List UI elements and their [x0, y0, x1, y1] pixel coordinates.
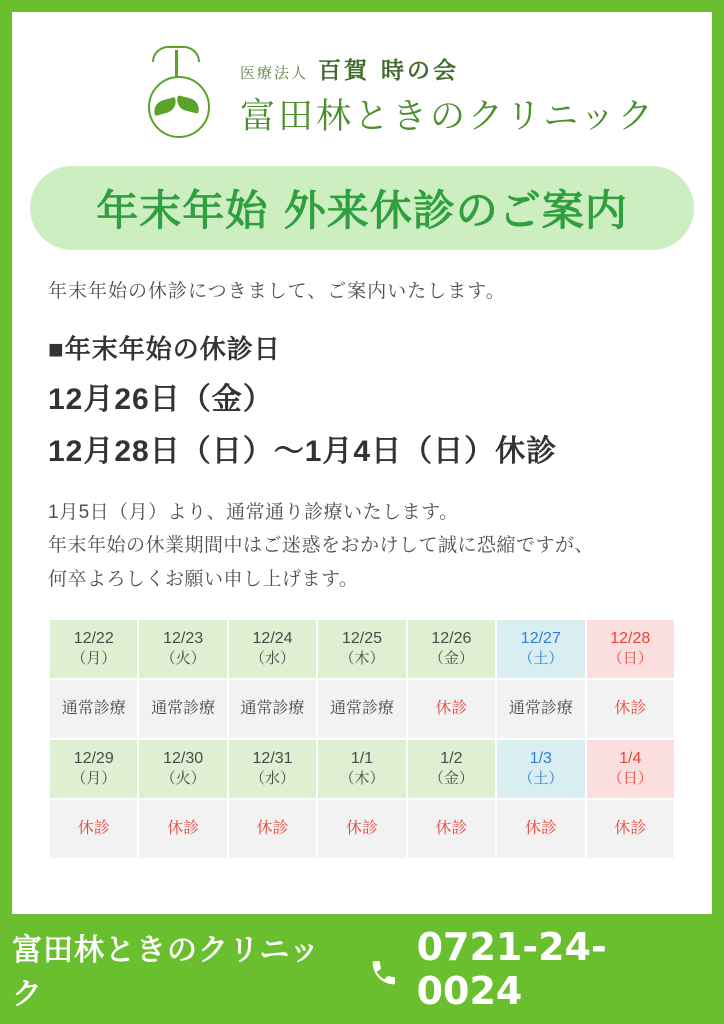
calendar-date-text: 12/27 [520, 629, 561, 647]
calendar-dow-text: （火） [160, 650, 206, 668]
calendar-dow-text: （火） [160, 770, 206, 788]
calendar-dow-text: （月） [71, 770, 117, 788]
calendar-date-cell [50, 620, 137, 678]
calendar-status-cell: 休診 [497, 800, 584, 858]
calendar-date-cell [318, 740, 405, 798]
calendar-status-cell: 休診 [229, 800, 316, 858]
calendar-date-text: 1/2 [440, 749, 463, 767]
section-heading: ■年末年始の休診日 [48, 334, 281, 364]
lead-paragraph: 年末年始の休診につきまして、ご案内いたします。 [48, 281, 506, 302]
footer-clinic-name: 富田林ときのクリニック [12, 933, 321, 1012]
note-line-2: 年末年始の休業期間中はご迷惑をおかけして誠に恐縮ですが、 [48, 535, 595, 557]
calendar-status-cell: 休診 [587, 800, 674, 858]
page-title: 年末年始 外来休診のご案内 [96, 186, 628, 235]
calendar-date-cell [408, 740, 495, 798]
calendar-date-cell [587, 740, 674, 798]
calendar-date-cell [497, 620, 584, 678]
calendar-date-text: 1/1 [350, 749, 374, 767]
calendar-date-cell [408, 620, 495, 678]
calendar-date-text: 1/4 [619, 749, 642, 767]
calendar-status-row [50, 680, 674, 738]
calendar-date-text: 12/23 [163, 629, 204, 647]
calendar-status-cell: 休診 [408, 680, 495, 738]
note-line-3: 何卒よろしくお願い申し上げます。 [48, 568, 359, 590]
calendar-date-cell [497, 740, 584, 798]
footer-bar [12, 914, 712, 1024]
clinic-wordmark [240, 52, 656, 139]
calendar-date-text: 12/26 [431, 629, 472, 647]
note-line-1: 1月5日（月）より、通常通り診療いたします。 [48, 502, 459, 523]
calendar-dow-text: （土） [518, 770, 564, 788]
calendar-date-cell [229, 620, 316, 678]
calendar-date-cell [229, 740, 316, 798]
calendar-dow-text: （水） [250, 770, 296, 788]
clinic-header [12, 30, 712, 160]
calendar-status-cell: 通常診療 [318, 680, 405, 738]
body-content [12, 276, 712, 596]
calendar-dow-text: （水） [250, 650, 296, 668]
calendar-status-cell: 通常診療 [139, 680, 226, 738]
closure-date-line-1: 12月26日（金） [48, 383, 274, 416]
calendar-status-cell: 休診 [318, 800, 405, 858]
closure-calendar [48, 618, 676, 860]
closure-note [48, 496, 676, 596]
calendar-date-text: 12/30 [163, 749, 204, 767]
clinic-name-label: 富田林ときのクリニック [240, 97, 656, 137]
calendar-status-cell: 通常診療 [229, 680, 316, 738]
calendar-date-row [50, 740, 674, 798]
title-banner [30, 166, 694, 250]
calendar-date-text: 1/3 [529, 749, 552, 767]
calendar-status-cell: 休診 [139, 800, 226, 858]
footer-phone-number: 0721-24-0024 [416, 925, 607, 1013]
calendar-dow-text: （木） [339, 770, 385, 788]
calendar-dow-text: （日） [607, 770, 653, 788]
calendar-date-text: 12/31 [252, 749, 293, 767]
calendar-dow-text: （日） [607, 650, 653, 668]
calendar-dow-text: （木） [339, 650, 385, 668]
calendar-date-text: 12/24 [252, 629, 293, 647]
calendar-date-row [50, 620, 674, 678]
org-name-label: 百賀 時の会 [318, 57, 460, 84]
calendar-status-cell: 通常診療 [497, 680, 584, 738]
calendar-dow-text: （月） [71, 650, 117, 668]
calendar-date-text: 12/28 [610, 629, 651, 647]
calendar-date-text: 12/22 [73, 629, 114, 647]
pear-leaf-logo-icon [142, 44, 216, 144]
phone-icon [367, 956, 401, 990]
calendar-date-cell [318, 620, 405, 678]
calendar-date-cell [139, 620, 226, 678]
calendar-date-cell [587, 620, 674, 678]
calendar-status-row [50, 800, 674, 858]
calendar-date-cell [139, 740, 226, 798]
closure-date-line-2: 12月28日（日）〜1月4日（日）休診 [48, 435, 558, 468]
calendar-date-cell [50, 740, 137, 798]
calendar-dow-text: （金） [428, 770, 474, 788]
calendar-status-cell: 休診 [50, 800, 137, 858]
calendar-date-text: 12/29 [73, 749, 114, 767]
calendar-dow-text: （金） [428, 650, 474, 668]
org-type-label: 医療法人 [240, 65, 309, 82]
calendar-status-cell: 休診 [408, 800, 495, 858]
calendar-dow-text: （土） [518, 650, 564, 668]
calendar-status-cell: 休診 [587, 680, 674, 738]
calendar-status-cell: 通常診療 [50, 680, 137, 738]
calendar-date-text: 12/25 [341, 629, 382, 647]
